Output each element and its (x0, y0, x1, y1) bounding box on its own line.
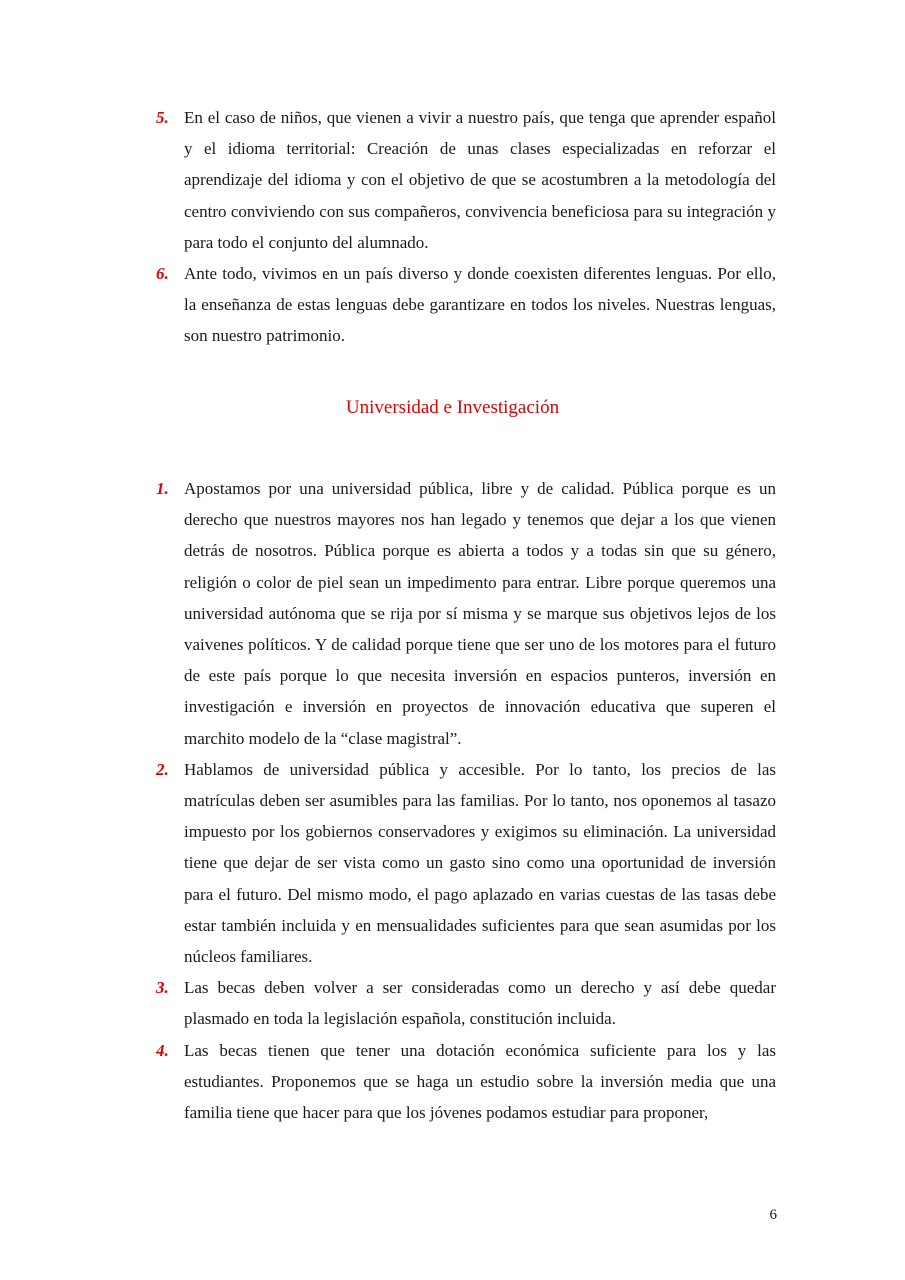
list-item-text: En el caso de niños, que vienen a vivir a nuestro país, que tenga que aprender español y el idioma territorial: Creación de unas clases especializadas en reforzar el aprendizaje del idioma y con el objetivo de que se acostumbren a la metodología del centro conviviendo con sus compañeros, convivencia beneficiosa para su integración y para todo el conjunto del alumnado. (184, 108, 776, 252)
list-item (156, 972, 776, 1034)
list-item-number: 2. (156, 759, 169, 779)
list-item-text: Ante todo, vivimos en un país diverso y donde coexisten diferentes lenguas. Por ello, la enseñanza de estas lenguas debe garantizare en todos los niveles. Nuestras lenguas, son nuestro patrimonio. (184, 264, 776, 346)
list-item-number: 4. (156, 1040, 169, 1060)
list-item-text: Las becas tienen que tener una dotación económica suficiente para los y las estudiantes. Proponemos que se haga un estudio sobre la inversión media que una familia tiene que hacer para que los jóvenes podamos estudiar para proponer, (184, 1040, 776, 1123)
list-item-text: Apostamos por una universidad pública, libre y de calidad. Pública porque es un derecho que nuestros mayores nos han legado y tenemos que dejar a los que vienen detrás de nosotros. Pública porque es abierta a todos y a todas sin que su género, religión o color de piel sean un impedimento para entrar. Libre porque queremos una universidad autónoma que se rija por sí misma y se marque sus objetivos lejos de los vaivenes políticos. Y de calidad porque tiene que ser uno de los motores para el futuro de este país porque lo que necesita inversión en espacios punteros, inversión en investigación e inversión en proyectos de innovación educativa que superen el marchito modelo de la “clase magistral”. (184, 479, 776, 748)
list-item-text: Hablamos de universidad pública y accesible. Por lo tanto, los precios de las matrículas deben ser asumibles para las familias. Por lo tanto, nos oponemos al tasazo impuesto por los gobiernos conservadores y exigimos su eliminación. La universidad tiene que dejar de ser vista como un gasto sino como una oportunidad de inversión para el futuro. Del mismo modo, el pago aplazado en varias cuestas de las tasas debe estar también incluida y en mensualidades suficientes para que sean asumidas por los núcleos familiares. (184, 759, 776, 967)
list-item (156, 102, 776, 258)
university-proposal-list (156, 473, 776, 1128)
list-item (156, 1035, 776, 1129)
list-item (156, 473, 776, 754)
list-item-number: 5. (156, 108, 169, 127)
proposal-list-continued (156, 102, 776, 352)
list-item (156, 754, 776, 972)
list-item-text: Las becas deben volver a ser consideradas como un derecho y así debe quedar plasmado en toda la legislación española, constitución incluida. (184, 978, 776, 1029)
list-item-number: 3. (156, 978, 169, 998)
page-number: 6 (769, 1207, 777, 1223)
section-heading: Universidad e Investigación (345, 397, 560, 418)
list-item-number: 6. (156, 264, 169, 284)
list-item (156, 258, 776, 352)
list-item-number: 1. (156, 479, 169, 498)
